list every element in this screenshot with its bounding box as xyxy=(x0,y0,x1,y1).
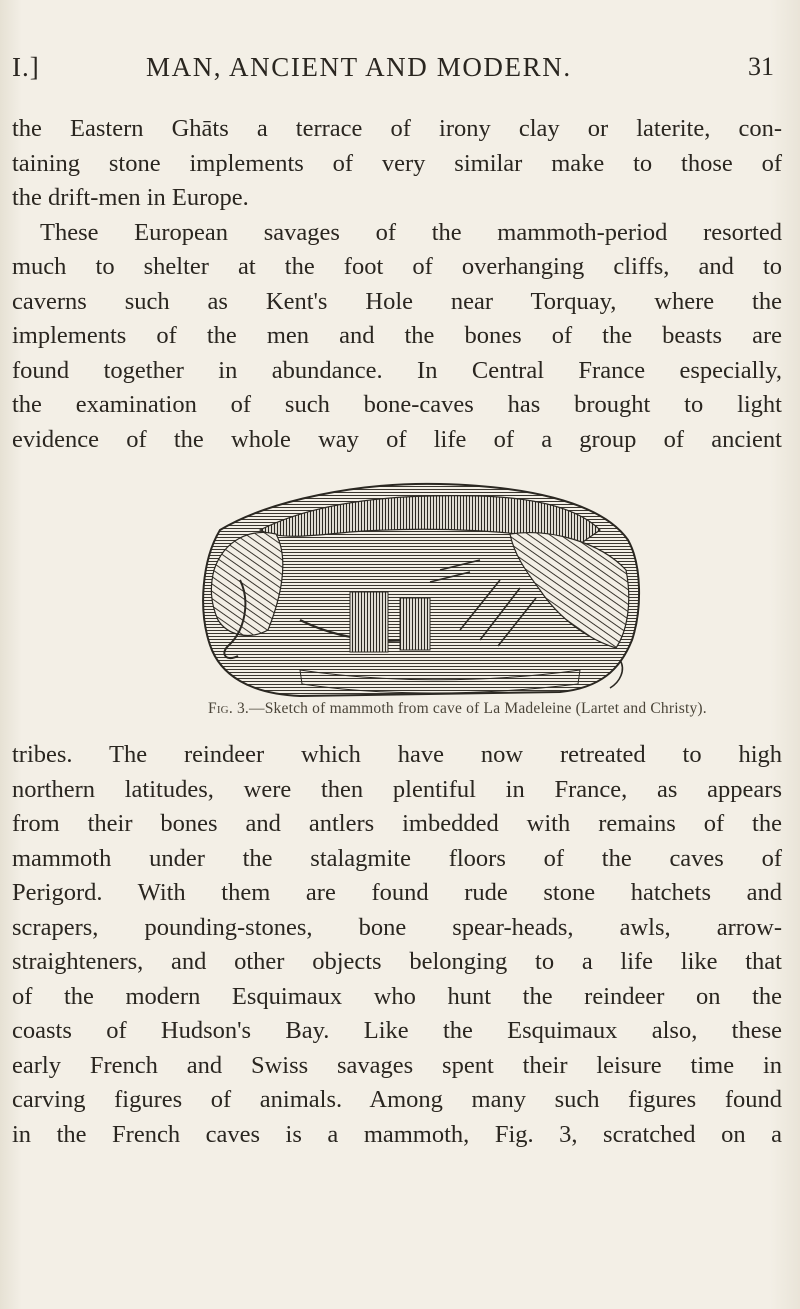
text-line: coasts of Hudson's Bay. Like the Esquimaux also, these xyxy=(12,1017,782,1044)
text-line: in the French caves is a mammoth, Fig. 3, scratched on a xyxy=(12,1120,782,1148)
running-title: MAN, ANCIENT AND MODERN. xyxy=(146,52,572,82)
text-line: tribes. The reindeer which have now retreated to high xyxy=(12,741,782,768)
text-line: implements of the men and the bones of the beasts are xyxy=(12,322,782,349)
figure-label: Fig. 3. xyxy=(208,700,250,717)
text-line: the Eastern Ghāts a terrace of irony clay or laterite, con- xyxy=(12,115,782,142)
text-line: These European savages of the mammoth-period resorted xyxy=(40,218,782,246)
text-line: early French and Swiss savages spent their leisure time in xyxy=(12,1051,782,1079)
text-line: the examination of such bone-caves has brought to light xyxy=(12,391,782,418)
text-line: Perigord. With them are found rude stone hatchets and xyxy=(12,879,782,906)
text-line: of the modern Esquimaux who hunt the reindeer on the xyxy=(12,982,782,1010)
text-line: evidence of the whole way of life of a group of ancient xyxy=(12,425,782,453)
text-line: much to shelter at the foot of overhanging cliffs, and to xyxy=(12,253,782,280)
text-line: carving figures of animals. Among many such figures found xyxy=(12,1086,782,1113)
mammoth-sketch-figure xyxy=(180,470,650,720)
text-line: found together in abundance. In Central France especially, xyxy=(12,356,782,384)
paragraph-2 xyxy=(12,738,782,1152)
mammoth-engraving-illustration xyxy=(180,470,650,700)
running-head xyxy=(0,52,800,92)
text-line: taining stone implements of very similar make to those of xyxy=(12,149,782,177)
figure-caption-text: —Sketch of mammoth from cave of La Madeleine (Lartet and Christy). xyxy=(249,700,707,717)
paragraph-1 xyxy=(12,112,782,457)
text-line: mammoth under the stalagmite floors of the caves of xyxy=(12,844,782,872)
text-line: caverns such as Kent's Hole near Torquay, where the xyxy=(12,287,782,315)
chapter-marker: I.] xyxy=(12,52,40,82)
mammoth-leg xyxy=(400,598,430,650)
mammoth-leg xyxy=(350,592,388,652)
text-line: northern latitudes, were then plentiful in France, as appears xyxy=(12,775,782,803)
text-line: straighteners, and other objects belonging to a life like that xyxy=(12,948,782,975)
page-number: 31 xyxy=(748,52,774,81)
figure-caption xyxy=(208,700,707,718)
text-line: the drift-men in Europe. xyxy=(12,184,249,211)
text-line: scrapers, pounding-stones, bone spear-heads, awls, arrow- xyxy=(12,913,782,941)
text-line: from their bones and antlers imbedded with remains of the xyxy=(12,810,782,837)
